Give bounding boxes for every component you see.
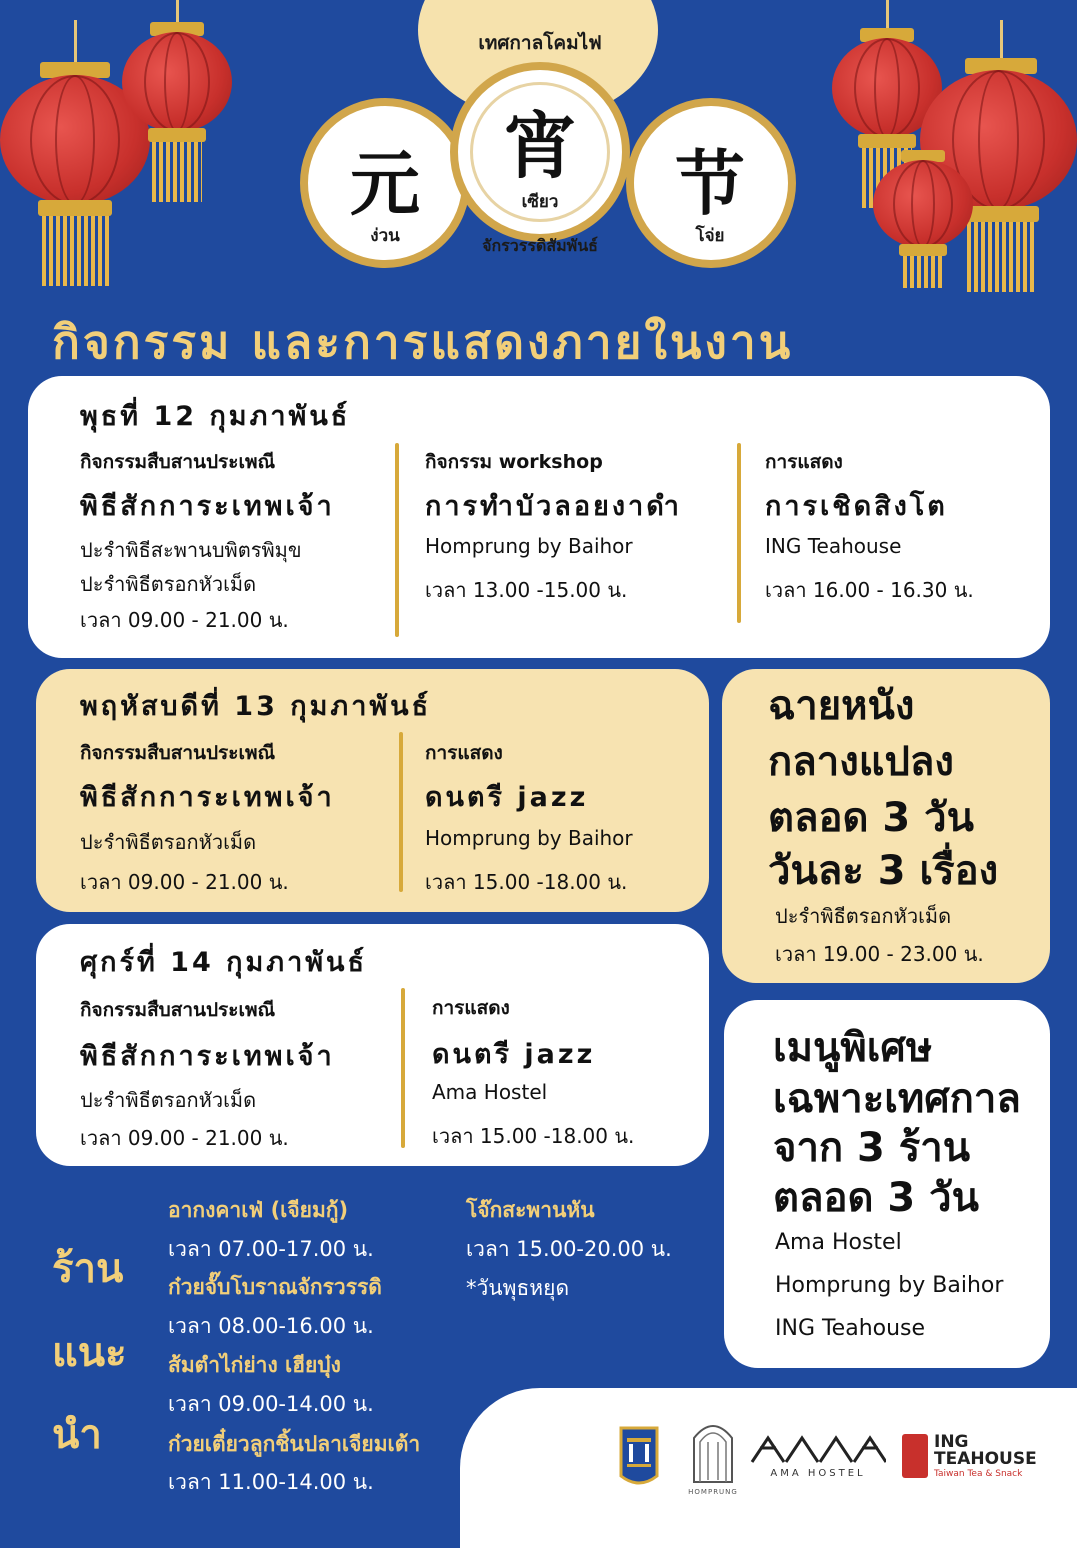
menu-shop: Homprung by Baihor [775,1273,1004,1298]
menu-line: เฉพาะเทศกาล [773,1076,1021,1122]
day-title: พฤหัสบดีที่ 13 กุมภาพันธ์ [80,691,432,722]
category: กิจกรรมสืบสานประเพณี [80,742,276,764]
festival-label: เทศกาลโคมไฟ [478,32,602,54]
detail-line: Ama Hostel [432,1080,548,1104]
column-divider [399,732,403,892]
detail-line: เวลา 09.00 - 21.00 น. [80,870,289,894]
detail-line: เวลา 16.00 - 16.30 น. [765,578,974,602]
char-yuan: 元 [350,143,420,225]
char-jie: 节 [675,143,745,225]
shop-time: เวลา 11.00-14.00 น. [168,1470,374,1494]
detail-line: เวลา 13.00 -15.00 น. [425,578,628,602]
subtitle: จักรวรรดิสัมพันธ์ [482,236,598,255]
recommended-label: นำ [52,1412,102,1458]
detail-line: ปะรำพิธีตรอกหัวเม็ด [80,1088,257,1112]
movie-line: กลางแปลง [768,739,954,785]
day-title: พุธที่ 12 กุมภาพันธ์ [80,401,351,432]
lantern-right-small [873,150,973,290]
shop-time: เวลา 15.00-20.00 น. [466,1237,672,1261]
activity: การเชิดสิงโต [765,491,948,522]
homprung-logo [688,1412,738,1502]
detail-line: เวลา 09.00 - 21.00 น. [80,608,289,632]
shop-name: โจ๊กสะพานหัน [466,1198,595,1222]
category: กิจกรรมสืบสานประเพณี [80,999,276,1021]
recommended-label: ร้าน [52,1246,124,1292]
shop-time: เวลา 09.00-14.00 น. [168,1392,374,1416]
activity: ดนตรี jazz [432,1039,596,1070]
movie-line: ฉายหนัง [768,683,915,729]
homprung-logo-text: HOMPRUNG [688,1488,738,1496]
column-divider [395,443,399,637]
column-divider [401,988,405,1148]
shop-time: เวลา 08.00-16.00 น. [168,1314,374,1338]
category: การแสดง [432,997,510,1019]
ing-seal-icon [902,1434,928,1478]
activity: พิธีสักการะเทพเจ้า [80,491,335,522]
lantern-left-small [122,0,232,240]
reading-yuan: ง่วน [370,226,400,246]
activity: พิธีสักการะเทพเจ้า [80,1041,335,1072]
activity: ดนตรี jazz [425,782,589,813]
detail-line: ING Teahouse [765,534,902,558]
shop-name: ส้มตำไก่ย่าง เฮียบุ๋ง [168,1353,341,1377]
ing-title: ING [934,1432,969,1452]
headline: กิจกรรม และการแสดงภายในงาน [52,315,794,369]
char-xiao: 宵 [503,104,576,188]
category: การแสดง [765,451,843,473]
shop-note: *วันพุธหยุด [466,1276,570,1300]
activity: พิธีสักการะเทพเจ้า [80,782,335,813]
category: การแสดง [425,742,503,764]
column-divider [737,443,741,623]
menu-line: ตลอด 3 วัน [773,1175,979,1221]
ing-title: TEAHOUSE [934,1449,1037,1469]
movie-line: ตลอด 3 วัน [768,795,974,841]
reading-jie: โจ่ย [695,226,725,246]
category: กิจกรรม workshop [425,451,603,473]
detail-line: เวลา 09.00 - 21.00 น. [80,1126,289,1150]
detail-line: ปะรำพิธีสะพานบพิตรพิมุข [80,538,302,562]
menu-shop: ING Teahouse [775,1316,926,1341]
shop-name: อากงคาเฟ่ (เจียมกู้) [168,1198,349,1222]
movie-place: ปะรำพิธีตรอกหัวเม็ด [775,904,952,928]
menu-line: เมนูพิเศษ [773,1025,933,1071]
movie-line: วันละ 3 เรื่อง [768,848,999,894]
day-title: ศุกร์ที่ 14 กุมภาพันธ์ [80,947,367,978]
shop-name: ก๋วยจั๊บโบราณจักรวรรดิ [168,1275,382,1299]
menu-shop: Ama Hostel [775,1230,902,1255]
menu-line: จาก 3 ร้าน [773,1125,971,1171]
detail-line: ปะรำพิธีตรอกหัวเม็ด [80,830,257,854]
shop-name: ก๋วยเตี๋ยวลูกชิ้นปลาเจียมเต้า [168,1432,421,1456]
ama-hostel-logo [750,1434,886,1484]
ama-hostel-logo-text: AMA HOSTEL [770,1468,866,1479]
category: กิจกรรมสืบสานประเพณี [80,451,276,473]
movie-time: เวลา 19.00 - 23.00 น. [775,942,984,966]
recommended-label: แนะ [52,1330,127,1376]
reading-xiao: เซียว [521,192,559,212]
detail-line: เวลา 15.00 -18.00 น. [432,1124,635,1148]
shop-time: เวลา 07.00-17.00 น. [168,1237,374,1261]
activity: การทำบัวลอยงาดำ [425,491,682,522]
ing-subtitle: Taiwan Tea & Snack [934,1469,1023,1479]
detail-line: ปะรำพิธีตรอกหัวเม็ด [80,572,257,596]
detail-line: Homprung by Baihor [425,534,633,558]
shrine-logo [617,1420,661,1490]
ing-teahouse-logo [900,1432,1037,1492]
detail-line: Homprung by Baihor [425,826,633,850]
detail-line: เวลา 15.00 -18.00 น. [425,870,628,894]
